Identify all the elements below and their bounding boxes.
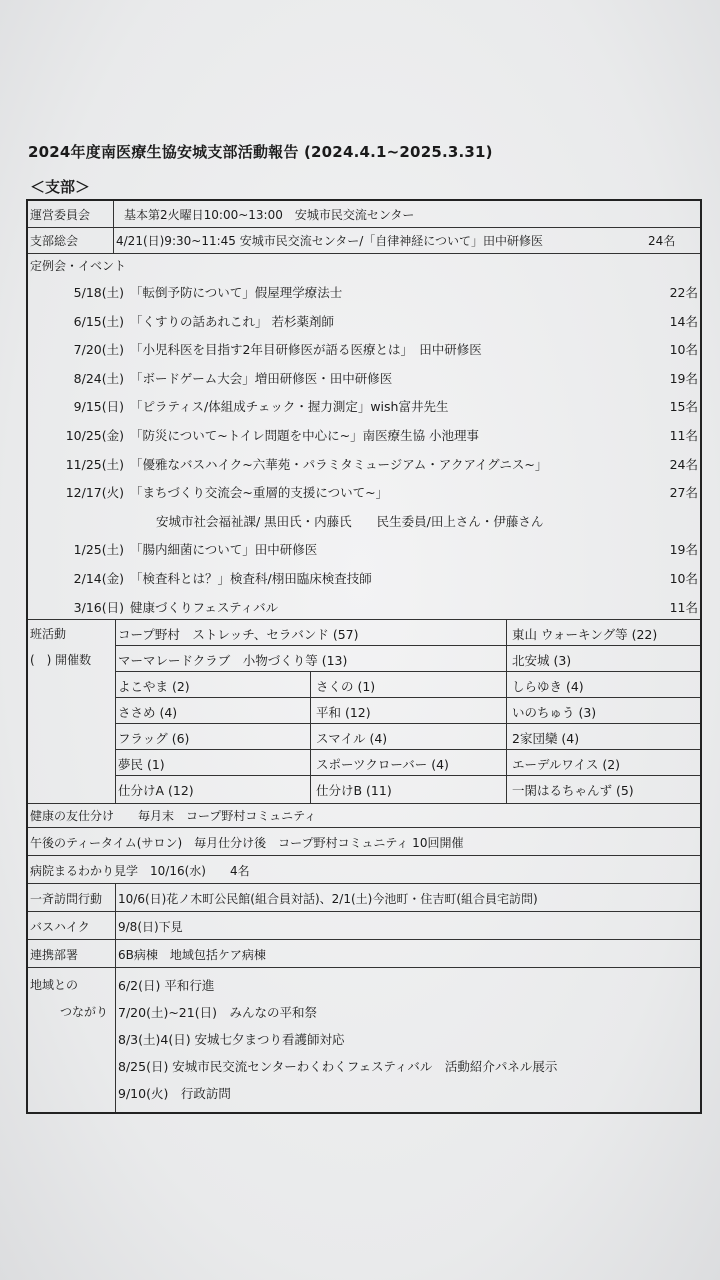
byouin-text: 病院まるわかり見学 10/16(水) 4名 <box>30 864 250 878</box>
unei-label: 運営委員会 <box>30 208 91 222</box>
bushike-value: 9/8(日)下見 <box>118 920 183 934</box>
event-date: 10/25(金) <box>65 428 124 443</box>
soukai-row <box>28 227 700 254</box>
han-group: 一閑はるちゃんず (5) <box>512 783 634 798</box>
chiiki-block <box>28 967 700 1112</box>
han-group: エーデルワイス (2) <box>512 757 621 772</box>
event-count: 11名 <box>669 599 698 615</box>
han-row1-right: 東山 ウォーキング等 (22) <box>512 627 658 642</box>
event-count: 19名 <box>669 370 698 386</box>
event-desc: 安城市社会福祉課/ 黒田氏・内藤氏 民生委員/田上さん・伊藤さん <box>156 513 544 529</box>
page-title: 2024年度南医療生協安城支部活動報告 (2024.4.1~2025.3.31) <box>28 143 493 161</box>
event-desc: 「ボードゲーム大会」増田研修医・田中研修医 <box>130 370 393 386</box>
chiiki-item: 9/10(火) 行政訪問 <box>118 1086 231 1101</box>
event-row <box>50 369 392 387</box>
event-desc: 「優雅なバスハイク~六華苑・パラミタミュージアム・アクアイグニス~」 <box>130 456 548 472</box>
han-group: 2家団欒 (4) <box>512 731 580 746</box>
renkei-row <box>28 939 700 968</box>
han-block <box>28 619 700 804</box>
soukai-label: 支部総会 <box>30 234 79 248</box>
events-label: 定例会・イベント <box>30 259 127 273</box>
teatime-row <box>28 827 700 856</box>
event-desc: 「転倒予防について」假屋理学療法士 <box>130 285 343 300</box>
event-desc: 健康づくりフェスティバル <box>130 599 279 615</box>
event-row <box>50 340 482 358</box>
event-count: 10名 <box>669 342 698 358</box>
event-count: 14名 <box>669 313 698 329</box>
chiiki-label: 地域との <box>30 978 79 992</box>
chiiki-item: 7/20(土)~21(日) みんなの平和祭 <box>118 1005 317 1020</box>
han-group: 平和 (12) <box>316 705 371 720</box>
kenkou-text: 健康の友仕分け 毎月末 コープ野村コミュニティ <box>30 809 317 823</box>
event-count: 24名 <box>669 456 698 472</box>
event-date: 8/24(土) <box>73 370 124 386</box>
event-date: 7/20(土) <box>73 342 124 358</box>
chiiki-item: 6/2(日) 平和行進 <box>118 978 215 993</box>
kenkou-row <box>28 803 700 828</box>
renkei-label: 連携部署 <box>30 948 79 962</box>
event-count: 19名 <box>669 542 698 558</box>
event-desc: 「検査科とは？」検査科/栩田臨床検査技師 <box>130 571 372 586</box>
event-row <box>50 540 317 558</box>
byouin-row <box>28 855 700 884</box>
event-row <box>156 512 543 530</box>
han-group: よこやま (2) <box>118 679 190 694</box>
han-group: ささめ (4) <box>118 705 178 720</box>
report-table <box>26 199 702 1114</box>
isseihoumon-label: 一斉訪問行動 <box>30 892 103 906</box>
unei-value: 基本第2火曜日10:00~13:00 安城市民交流センター <box>124 208 415 222</box>
event-date: 1/25(土) <box>73 542 124 558</box>
bushike-label: バスハイク <box>30 920 90 934</box>
han-group: 仕分けB (11) <box>316 783 392 798</box>
event-date: 6/15(土) <box>73 313 124 329</box>
event-row <box>50 483 388 501</box>
bushike-row <box>28 911 700 940</box>
han-group: いのちゅう (3) <box>512 705 597 720</box>
event-count: 27名 <box>669 485 698 501</box>
event-date: 11/25(土) <box>65 456 124 472</box>
event-desc: 「ピラティス/体組成チェック・握力測定」wish富井先生 <box>130 399 449 415</box>
han-group: さくの (1) <box>316 679 376 694</box>
han-row2-right: 北安城 (3) <box>512 653 572 668</box>
event-desc: 「防災について~トイレ問題を中心に~」南医療生協 小池理事 <box>130 428 480 443</box>
event-count: 15名 <box>669 399 698 415</box>
event-date: 3/16(日) <box>73 599 124 615</box>
han-row1-left: コープ野村 ストレッチ、セラバンド (57) <box>118 627 359 642</box>
event-count: 11名 <box>669 428 698 443</box>
han-group: しらゆき (4) <box>512 679 584 694</box>
han-group: スポーツクローバー (4) <box>316 757 449 772</box>
han-group: 夢民 (1) <box>118 757 165 772</box>
unei-row <box>28 201 700 228</box>
han-row2-left: マーマレードクラブ 小物づくり等 (13) <box>118 653 348 668</box>
chiiki-item: 8/25(日) 安城市民交流センターわくわくフェスティバル 活動紹介パネル展示 <box>118 1059 558 1074</box>
isseihoumon-value: 10/6(日)花ノ木町公民館(組合員対話)、2/1(土)今池町・住吉町(組合員宅訪問) <box>118 892 538 906</box>
event-row <box>50 312 334 330</box>
event-count: 10名 <box>669 571 698 586</box>
event-desc: 「まちづくり交流会~重層的支援について~」 <box>130 485 389 501</box>
event-date: 5/18(土) <box>73 285 124 300</box>
renkei-value: 6B病棟 地域包括ケア病棟 <box>118 948 266 962</box>
chiiki-sublabel: つながり <box>60 1005 109 1019</box>
isseihoumon-row <box>28 883 700 912</box>
event-desc: 「腸内細菌について」田中研修医 <box>130 542 318 558</box>
event-row <box>50 598 278 616</box>
teatime-text: 午後のティータイム(サロン) 毎月仕分け後 コープ野村コミュニティ 10回開催 <box>30 836 464 850</box>
event-row <box>50 455 547 473</box>
event-desc: 「小児科医を目指す2年目研修医が語る医療とは」 田中研修医 <box>130 342 482 358</box>
chiiki-item: 8/3(土)4(日) 安城七夕まつり看護師対応 <box>118 1032 345 1047</box>
event-desc: 「くすりの話あれこれ」 若杉薬剤師 <box>130 313 334 329</box>
event-row <box>50 426 479 444</box>
soukai-count: 24名 <box>648 234 676 248</box>
event-date: 2/14(金) <box>73 571 124 586</box>
events-block <box>28 253 700 620</box>
section-heading: ＜支部＞ <box>30 178 91 196</box>
event-count: 22名 <box>669 285 698 300</box>
event-row <box>50 397 448 415</box>
event-row <box>50 283 342 301</box>
soukai-value: 4/21(日)9:30~11:45 安城市民交流センター/「自律神経について」田中研修医 <box>116 234 544 248</box>
han-group: スマイル (4) <box>316 731 388 746</box>
han-label: 班活動 <box>30 627 67 641</box>
han-sublabel: ( ) 開催数 <box>30 653 92 667</box>
event-date: 9/15(日) <box>73 399 124 415</box>
event-date: 12/17(火) <box>65 485 124 501</box>
han-group: フラッグ (6) <box>118 731 190 746</box>
han-group: 仕分けA (12) <box>118 783 194 798</box>
event-row <box>50 569 372 587</box>
